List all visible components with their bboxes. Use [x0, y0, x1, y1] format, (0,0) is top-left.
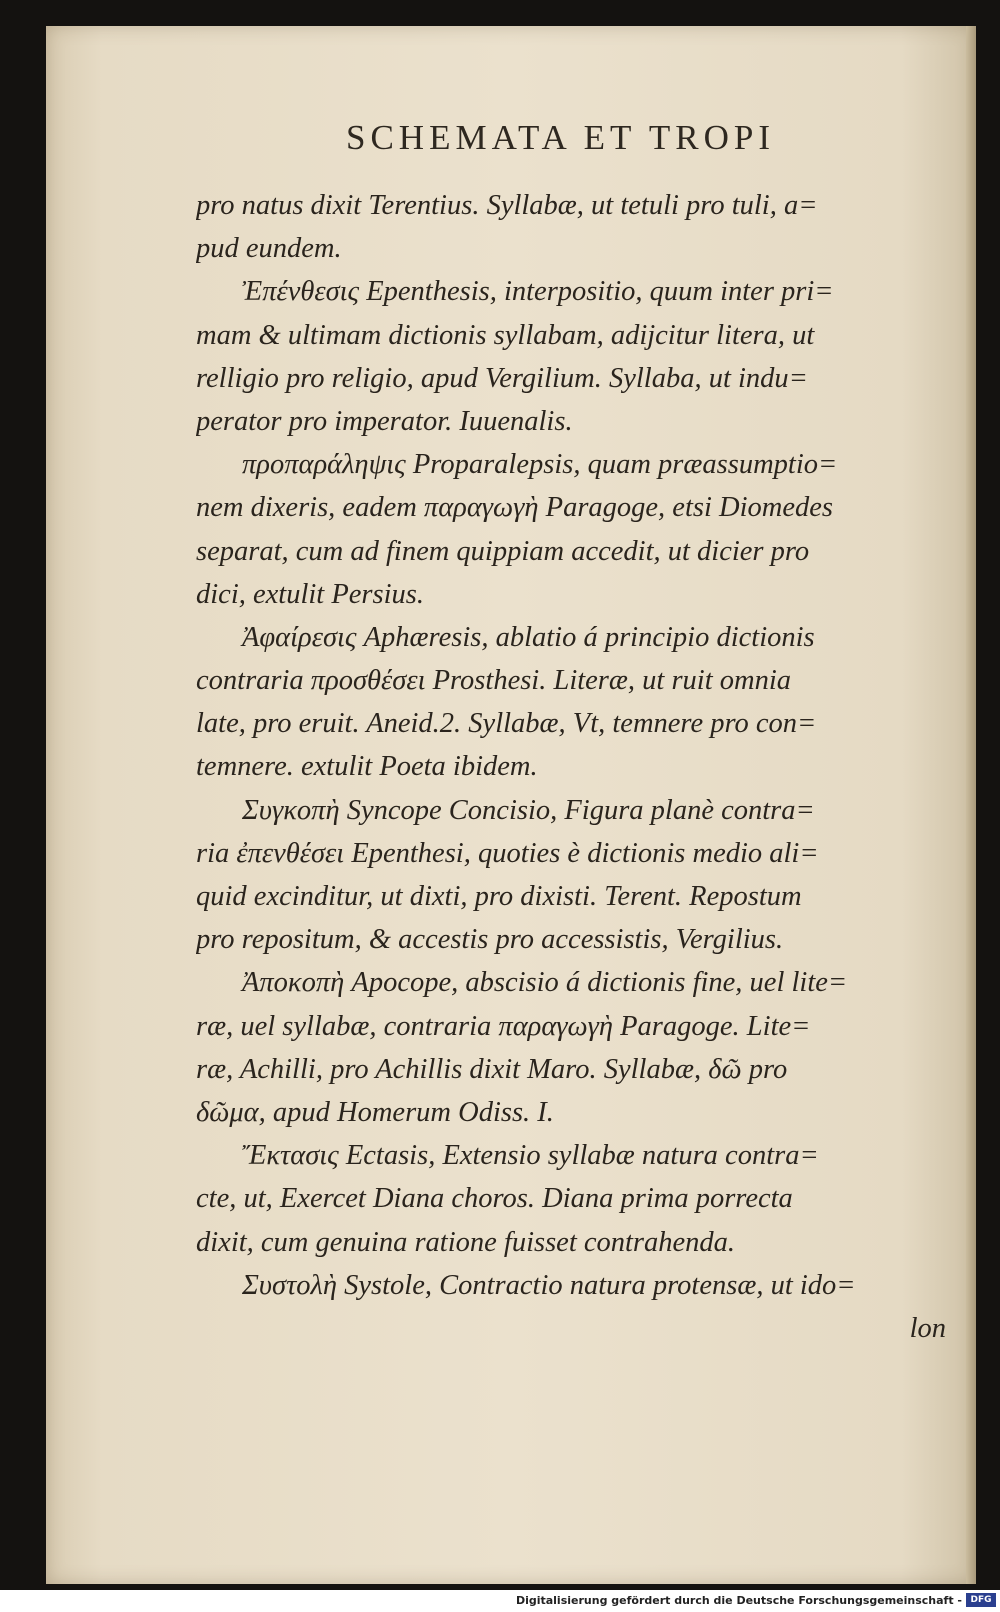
- text-line: pro natus dixit Terentius. Syllabæ, ut tetuli pro tuli, a=: [196, 190, 818, 221]
- text-line: nem dixeris, eadem παραγωγὴ Paragoge, etsi Diomedes: [196, 492, 833, 524]
- text-line: προπαράληψις Proparalepsis, quam præassumptio=: [242, 449, 838, 481]
- text-line: temnere. extulit Poeta ibidem.: [196, 751, 538, 783]
- text-line: perator pro imperator. Iuuenalis.: [196, 405, 573, 437]
- text-line: δῶμα, apud Homerum Odiss. I.: [196, 1096, 554, 1128]
- text-line: late, pro eruit. Aneid.2. Syllabæ, Vt, temnere pro con=: [196, 708, 817, 740]
- book-page: [46, 26, 976, 1584]
- text-line: Συστολὴ Systole, Contractio natura protensæ, ut ido=: [242, 1269, 856, 1301]
- text-line: Ἀποκοπὴ Apocope, abscisio á dictionis fine, uel lite=: [242, 967, 848, 999]
- digitization-credit: Digitalisierung gefördert durch die Deutsche Forschungsgemeinschaft -: [515, 1594, 962, 1607]
- dfg-logo: DFG: [966, 1593, 996, 1607]
- text-line: mam & ultimam dictionis syllabam, adijcitur litera, ut: [196, 319, 815, 351]
- footer-bar: [0, 1590, 1000, 1612]
- catchword: lon: [909, 1312, 946, 1344]
- text-line: pro repositum, & accestis pro accessistis, Vergilius.: [196, 924, 784, 956]
- text-line: dixit, cum genuina ratione fuisset contrahenda.: [196, 1226, 736, 1258]
- text-line: dici, extulit Persius.: [196, 578, 424, 610]
- text-line: ræ, uel syllabæ, contraria παραγωγὴ Paragoge. Lite=: [196, 1010, 811, 1042]
- text-line: ræ, Achilli, pro Achillis dixit Maro. Syllabæ, δῶ pro: [196, 1053, 788, 1085]
- text-line: pud eundem.: [196, 233, 342, 265]
- text-line: Ἔκτασις Ectasis, Extensio syllabæ natura contra=: [242, 1140, 819, 1172]
- text-line: ria ἐπενθέσει Epenthesi, quoties è dictionis medio ali=: [196, 837, 819, 869]
- text-line: Ἐπένθεσις Epenthesis, interpositio, quum inter pri=: [242, 276, 834, 308]
- text-line: Συγκοπὴ Syncope Concisio, Figura planè contra=: [242, 794, 815, 826]
- running-head: SCHEMATA ET TROPI: [346, 118, 776, 157]
- text-line: Ἀφαίρεσις Aphæresis, ablatio á principio dictionis: [242, 621, 815, 653]
- text-line: cte, ut, Exercet Diana choros. Diana prima porrecta: [196, 1183, 793, 1215]
- text-line: relligio pro religio, apud Vergilium. Syllaba, ut indu=: [196, 362, 808, 394]
- text-line: separat, cum ad finem quippiam accedit, ut dicier pro: [196, 535, 810, 567]
- text-line: contraria προσθέσει Prosthesi. Literæ, ut ruit omnia: [196, 665, 792, 697]
- text-line: quid excinditur, ut dixti, pro dixisti. Terent. Repostum: [196, 881, 802, 912]
- body-text: [196, 184, 986, 1350]
